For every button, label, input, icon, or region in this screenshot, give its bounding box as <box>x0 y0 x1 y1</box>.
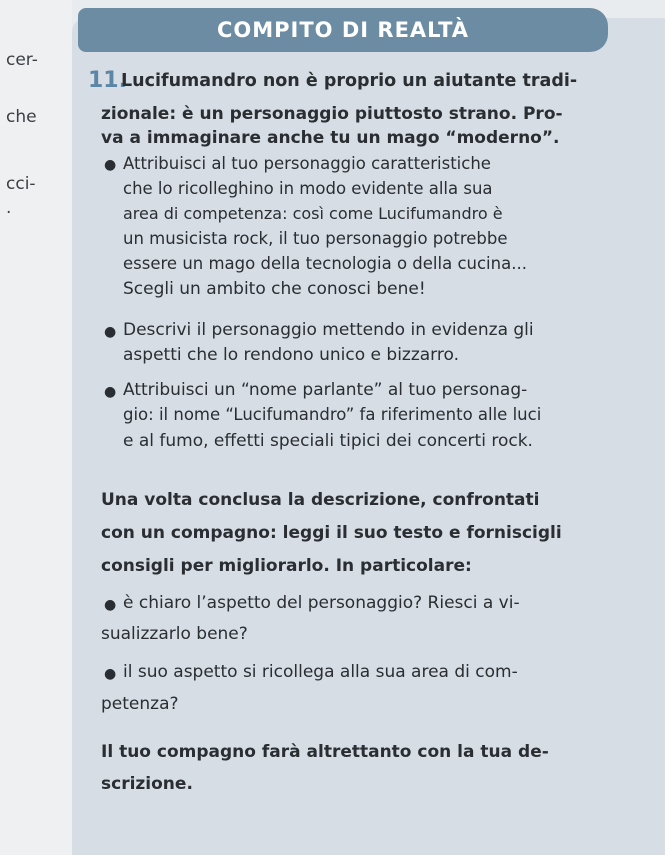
left-margin-column <box>0 0 72 855</box>
paragraph-line: Una volta conclusa la descrizione, confrontati <box>101 490 540 510</box>
bullet-line: sualizzarlo bene? <box>101 624 248 644</box>
bullet-line: Scegli un ambito che conosci bene! <box>123 279 426 299</box>
bullet-marker: ● <box>104 666 117 682</box>
bullet-marker: ● <box>104 384 117 400</box>
margin-fragment: cci- <box>6 174 36 194</box>
bullet-marker: ● <box>104 157 117 173</box>
closing-line: Il tuo compagno farà altrettanto con la tua de- <box>101 742 549 762</box>
bullet-line: petenza? <box>101 694 179 714</box>
bullet-line: il suo aspetto si ricollega alla sua area di com- <box>123 662 518 682</box>
bullet-line: Attribuisci al tuo personaggio caratteristiche <box>123 154 491 173</box>
bullet-line: Descrivi il personaggio mettendo in evidenza gli <box>123 320 534 340</box>
closing-line: scrizione. <box>101 774 193 794</box>
margin-fragment: cer- <box>6 50 38 70</box>
bullet-line: area di competenza: così come Lucifumandro è <box>123 204 503 223</box>
bullet-line: gio: il nome “Lucifumandro” fa riferimento alle luci <box>123 405 542 424</box>
exercise-number: 11. <box>88 68 127 93</box>
paragraph-line: con un compagno: leggi il suo testo e forniscigli <box>101 523 562 543</box>
bullet-marker: ● <box>104 324 117 340</box>
bullet-line: un musicista rock, il tuo personaggio potrebbe <box>123 229 508 248</box>
bullet-line: che lo ricolleghino in modo evidente alla sua <box>123 179 493 198</box>
margin-fragment: . <box>6 198 12 218</box>
margin-fragment: che <box>6 107 37 127</box>
paragraph-line: consigli per migliorarlo. In particolare: <box>101 556 472 576</box>
section-banner: COMPITO DI REALTÀ <box>78 8 608 52</box>
bullet-line: aspetti che lo rendono unico e bizzarro. <box>123 345 459 365</box>
bullet-line: e al fumo, effetti speciali tipici dei concerti rock. <box>123 431 533 451</box>
intro-line: Lucifumandro non è proprio un aiutante tradi- <box>121 71 578 91</box>
intro-line: zionale: è un personaggio piuttosto strano. Pro- <box>101 104 563 124</box>
bullet-line: essere un mago della tecnologia o della cucina... <box>123 254 527 273</box>
bullet-line: è chiaro l’aspetto del personaggio? Riesci a vi- <box>123 593 520 613</box>
bullet-marker: ● <box>104 597 117 613</box>
intro-line: va a immaginare anche tu un mago “moderno”. <box>101 128 560 148</box>
bullet-line: Attribuisci un “nome parlante” al tuo personag- <box>123 380 528 400</box>
